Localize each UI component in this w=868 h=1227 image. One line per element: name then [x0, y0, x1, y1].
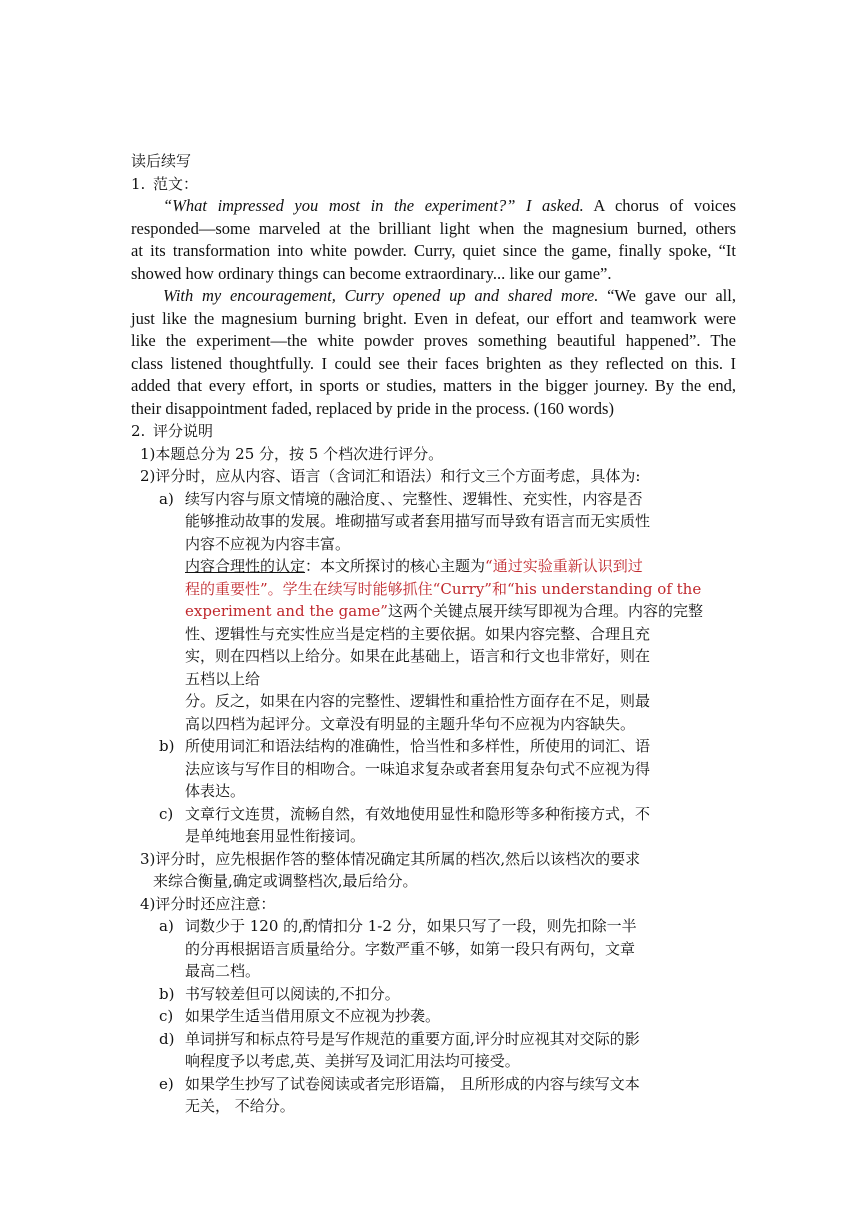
section-number: 1. [131, 174, 146, 193]
reasonableness-line: 五档以上给 [185, 669, 261, 688]
note-c [131, 1005, 736, 1028]
item-label: b) [159, 737, 175, 755]
rule-2b-line: 法应该与写作目的相吻合。一味追求复杂或者套用复杂句式不应视为得 [185, 759, 651, 778]
essay-line: With my encouragement, Curry opened up and shared more. “We gave our all, [163, 286, 736, 305]
rule-2a-line: 能够推动故事的发展。堆砌描写或者套用描写而导致有语言而无实质性 [185, 512, 651, 530]
note-a-line: 最高二档。 [185, 962, 261, 980]
scoring-rules [131, 443, 736, 1118]
reasonableness-line: 内容合理性的认定：本文所探讨的核心主题为“通过实验重新认识到过 [185, 557, 643, 575]
rule-3: 3)评分时，应先根据作答的整体情况确定其所属的档次,然后以该档次的要求 [140, 849, 641, 868]
essay-line: their disappointment faded, replaced by pride in the process. (160 words) [131, 398, 614, 418]
essay-line: just like the magnesium burning bright. Even in defeat, our effort and teamwork were [131, 308, 736, 328]
reasonableness-line: 性、逻辑性与充实性应当是定档的主要依据。如果内容完整、合理且充 [185, 624, 651, 643]
note-d [131, 1028, 736, 1051]
sample-essay [131, 195, 736, 420]
note-e [131, 1073, 736, 1096]
item-text: 如果学生适当借用原文不应视为抄袭。 [185, 1007, 441, 1025]
item-text: 文章行文连贯，流畅自然，有效地使用显性和隐形等多种衔接方式，不 [185, 804, 651, 823]
rule-2: 2)评分时，应从内容、语言（含词汇和语法）和行文三个方面考虑，具体为: [140, 467, 641, 485]
note-a [131, 915, 736, 938]
rule-2b-line: 体表达。 [185, 782, 246, 800]
item-label: e) [159, 1074, 174, 1093]
reasonableness-line: 分。反之，如果在内容的完整性、逻辑性和重拾性方面存在不足，则最 [185, 692, 651, 710]
item-text: 词数少于 120 的,酌情扣分 1-2 分，如果只写了一段，则先扣除一半 [185, 917, 637, 935]
note-e-line: 无关， 不给分。 [185, 1097, 295, 1115]
reasonableness-line: experiment and the game”这两个关键点展开续写即视为合理。内容的完整 [185, 602, 703, 620]
item-label: d) [159, 1029, 175, 1048]
theme-highlight: experiment and the game” [185, 602, 388, 620]
essay-line: added that every effort, in sports or studies, matters in the bigger journey. By the end, [131, 376, 736, 395]
reasonableness-title: 内容合理性的认定 [185, 557, 306, 575]
item-label: c) [159, 1007, 174, 1025]
rule-2a [131, 488, 736, 511]
item-label: b) [159, 984, 175, 1003]
essay-lead-sentence: “What impressed you most in the experiment?” I asked. [163, 196, 584, 215]
rule-2a-line: 内容不应视为内容丰富。 [185, 534, 351, 553]
document-page [131, 150, 736, 1118]
essay-line: class listened thoughtfully. I could see their faces brighten as they reflected on this. I [131, 353, 736, 373]
section-label: 范文： [153, 174, 199, 193]
item-label: a) [159, 917, 174, 935]
item-text: 如果学生抄写了试卷阅读或者完形语篇， 且所形成的内容与续写文本 [185, 1074, 640, 1093]
essay-lead-sentence: With my encouragement, Curry opened up and shared more. [163, 286, 599, 305]
essay-line: responded—some marveled at the brilliant light when the magnesium burned, others [131, 218, 736, 238]
note-d-line: 响程度予以考虑,英、美拼写及词汇用法均可接受。 [185, 1052, 520, 1070]
doc-title: 读后续写 [131, 152, 192, 170]
section-number: 2. [131, 422, 146, 440]
item-text: 单词拼写和标点符号是写作规范的重要方面,评分时应视其对交际的影 [185, 1029, 640, 1048]
note-a-line: 的分再根据语言质量给分。字数严重不够，如第一段只有两句，文章 [185, 939, 636, 958]
rule-2c-line: 是单纯地套用显性衔接词。 [185, 827, 366, 845]
essay-line: “What impressed you most in the experiment?” I asked. A chorus of voices [163, 196, 736, 215]
item-label: a) [159, 489, 174, 508]
rule-2b [131, 735, 736, 758]
theme-highlight: “通过实验重新认识到过 [485, 557, 643, 575]
rule-3-line: 来综合衡量,确定或调整档次,最后给分。 [153, 872, 418, 890]
section-label: 评分说明 [153, 422, 214, 440]
rule-2c [131, 803, 736, 826]
theme-highlight: 程的重要性”。学生在续写时能够抓住“Curry”和“his understanding of the [185, 579, 702, 598]
essay-line: showed how ordinary things can become extraordinary... like our game”. [131, 263, 612, 283]
reasonableness-line: 高以四档为起评分。文章没有明显的主题升华句不应视为内容缺失。 [185, 714, 636, 733]
item-label: c) [159, 804, 174, 823]
item-text: 续写内容与原文情境的融洽度、、完整性、逻辑性、充实性，内容是否 [185, 489, 643, 508]
reasonableness-line: 实，则在四档以上给分。如果在此基础上，语言和行文也非常好，则在 [185, 647, 651, 665]
section-heading-scoring [131, 420, 736, 443]
section-heading-sample [131, 173, 736, 196]
essay-line: at its transformation into white powder. Curry, quiet since the game, finally spoke, “It [131, 241, 736, 260]
item-text: 书写较差但可以阅读的,不扣分。 [185, 984, 400, 1003]
item-text: 所使用词汇和语法结构的准确性，恰当性和多样性，所使用的词汇、语 [185, 737, 651, 755]
essay-line: like the experiment—the white powder proves something beautiful happened”. The [131, 331, 736, 350]
rule-4: 4)评分时还应注意： [140, 894, 276, 913]
note-b [131, 983, 736, 1006]
rule-1: 1)本题总分为 25 分，按 5 个档次进行评分。 [140, 444, 444, 463]
